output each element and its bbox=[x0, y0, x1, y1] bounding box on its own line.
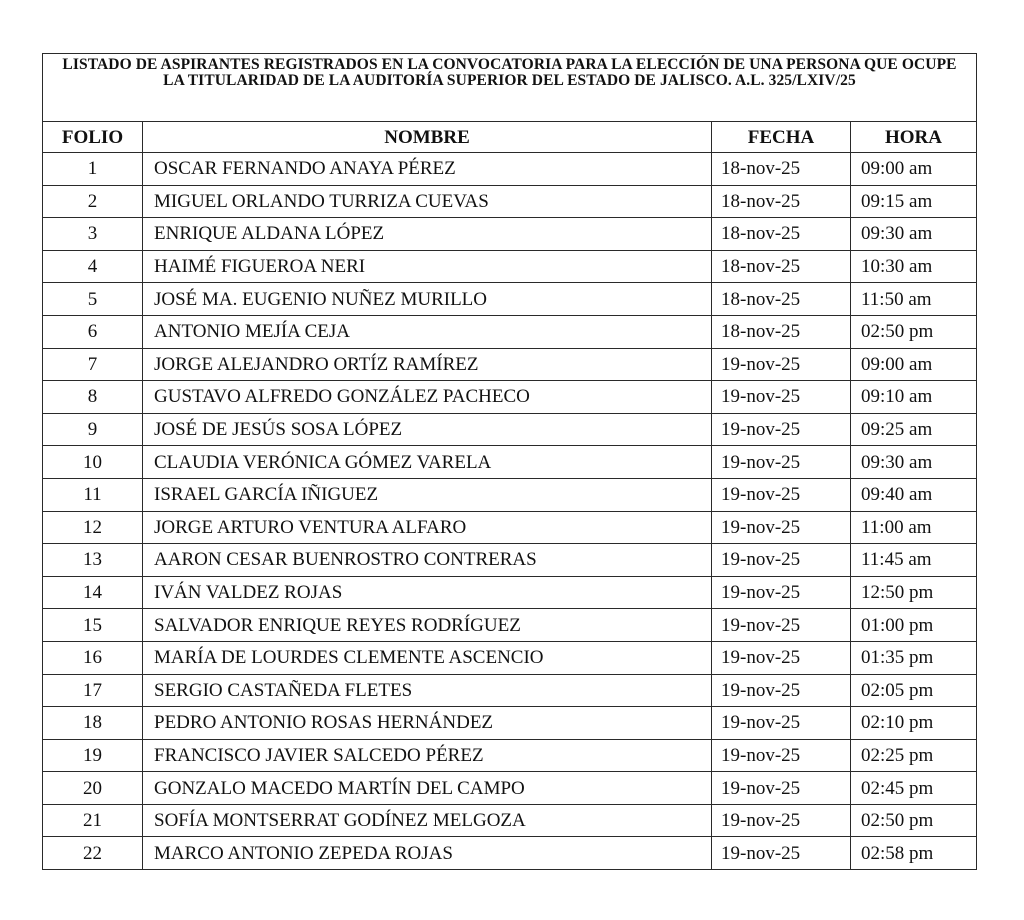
table-row bbox=[43, 511, 977, 544]
fecha-cell: 18-nov-25 bbox=[712, 283, 851, 316]
table-header-row bbox=[43, 122, 977, 153]
table-row bbox=[43, 576, 977, 609]
nombre-cell: JORGE ALEJANDRO ORTÍZ RAMÍREZ bbox=[143, 348, 712, 381]
nombre-cell: JOSÉ DE JESÚS SOSA LÓPEZ bbox=[143, 413, 712, 446]
fecha-cell: 19-nov-25 bbox=[712, 707, 851, 740]
table-row bbox=[43, 446, 977, 479]
folio-cell: 20 bbox=[43, 772, 143, 805]
folio-cell: 13 bbox=[43, 544, 143, 577]
fecha-cell: 19-nov-25 bbox=[712, 837, 851, 870]
folio-cell: 2 bbox=[43, 185, 143, 218]
folio-cell: 4 bbox=[43, 250, 143, 283]
folio-cell: 7 bbox=[43, 348, 143, 381]
nombre-cell: IVÁN VALDEZ ROJAS bbox=[143, 576, 712, 609]
folio-cell: 22 bbox=[43, 837, 143, 870]
fecha-cell: 19-nov-25 bbox=[712, 641, 851, 674]
nombre-cell: MIGUEL ORLANDO TURRIZA CUEVAS bbox=[143, 185, 712, 218]
hora-cell: 02:10 pm bbox=[851, 707, 977, 740]
table-row bbox=[43, 315, 977, 348]
table-row bbox=[43, 413, 977, 446]
fecha-cell: 19-nov-25 bbox=[712, 576, 851, 609]
fecha-cell: 19-nov-25 bbox=[712, 381, 851, 414]
fecha-cell: 19-nov-25 bbox=[712, 348, 851, 381]
folio-cell: 19 bbox=[43, 739, 143, 772]
nombre-cell: HAIMÉ FIGUEROA NERI bbox=[143, 250, 712, 283]
table-row bbox=[43, 478, 977, 511]
document-sheet bbox=[42, 53, 976, 870]
column-header-nombre: NOMBRE bbox=[143, 122, 712, 153]
table-row bbox=[43, 153, 977, 186]
nombre-cell: SALVADOR ENRIQUE REYES RODRÍGUEZ bbox=[143, 609, 712, 642]
fecha-cell: 18-nov-25 bbox=[712, 218, 851, 251]
nombre-cell: FRANCISCO JAVIER SALCEDO PÉREZ bbox=[143, 739, 712, 772]
nombre-cell: MARÍA DE LOURDES CLEMENTE ASCENCIO bbox=[143, 641, 712, 674]
table-row bbox=[43, 707, 977, 740]
hora-cell: 09:40 am bbox=[851, 478, 977, 511]
hora-cell: 09:30 am bbox=[851, 446, 977, 479]
hora-cell: 10:30 am bbox=[851, 250, 977, 283]
hora-cell: 01:00 pm bbox=[851, 609, 977, 642]
hora-cell: 01:35 pm bbox=[851, 641, 977, 674]
hora-cell: 09:00 am bbox=[851, 348, 977, 381]
nombre-cell: JORGE ARTURO VENTURA ALFARO bbox=[143, 511, 712, 544]
hora-cell: 02:45 pm bbox=[851, 772, 977, 805]
nombre-cell: OSCAR FERNANDO ANAYA PÉREZ bbox=[143, 153, 712, 186]
fecha-cell: 18-nov-25 bbox=[712, 153, 851, 186]
hora-cell: 09:00 am bbox=[851, 153, 977, 186]
table-row bbox=[43, 609, 977, 642]
table-row bbox=[43, 348, 977, 381]
folio-cell: 8 bbox=[43, 381, 143, 414]
column-header-folio: FOLIO bbox=[43, 122, 143, 153]
table-row bbox=[43, 250, 977, 283]
folio-cell: 15 bbox=[43, 609, 143, 642]
table-row bbox=[43, 218, 977, 251]
hora-cell: 11:45 am bbox=[851, 544, 977, 577]
column-header-fecha: FECHA bbox=[712, 122, 851, 153]
hora-cell: 02:05 pm bbox=[851, 674, 977, 707]
table-row bbox=[43, 641, 977, 674]
nombre-cell: PEDRO ANTONIO ROSAS HERNÁNDEZ bbox=[143, 707, 712, 740]
fecha-cell: 19-nov-25 bbox=[712, 609, 851, 642]
nombre-cell: GONZALO MACEDO MARTÍN DEL CAMPO bbox=[143, 772, 712, 805]
nombre-cell: AARON CESAR BUENROSTRO CONTRERAS bbox=[143, 544, 712, 577]
nombre-cell: ISRAEL GARCÍA IÑIGUEZ bbox=[143, 478, 712, 511]
nombre-cell: MARCO ANTONIO ZEPEDA ROJAS bbox=[143, 837, 712, 870]
table-body bbox=[43, 153, 977, 870]
nombre-cell: ENRIQUE ALDANA LÓPEZ bbox=[143, 218, 712, 251]
hora-cell: 12:50 pm bbox=[851, 576, 977, 609]
folio-cell: 18 bbox=[43, 707, 143, 740]
document-title: LISTADO DE ASPIRANTES REGISTRADOS EN LA CONVOCATORIA PARA LA ELECCIÓN DE UNA PERSONA QUE OCUPE LA TITULARIDAD DE LA AUDITORÍA SUPERIOR DEL ESTADO DE JALISCO. A.L. 325/LXIV/25 bbox=[43, 54, 977, 122]
folio-cell: 3 bbox=[43, 218, 143, 251]
hora-cell: 11:50 am bbox=[851, 283, 977, 316]
fecha-cell: 19-nov-25 bbox=[712, 674, 851, 707]
fecha-cell: 18-nov-25 bbox=[712, 315, 851, 348]
hora-cell: 09:10 am bbox=[851, 381, 977, 414]
fecha-cell: 19-nov-25 bbox=[712, 772, 851, 805]
folio-cell: 5 bbox=[43, 283, 143, 316]
table-row bbox=[43, 837, 977, 870]
hora-cell: 02:50 pm bbox=[851, 804, 977, 837]
table-row bbox=[43, 283, 977, 316]
nombre-cell: CLAUDIA VERÓNICA GÓMEZ VARELA bbox=[143, 446, 712, 479]
nombre-cell: SOFÍA MONTSERRAT GODÍNEZ MELGOZA bbox=[143, 804, 712, 837]
table-row bbox=[43, 185, 977, 218]
hora-cell: 09:25 am bbox=[851, 413, 977, 446]
folio-cell: 17 bbox=[43, 674, 143, 707]
fecha-cell: 19-nov-25 bbox=[712, 511, 851, 544]
nombre-cell: ANTONIO MEJÍA CEJA bbox=[143, 315, 712, 348]
folio-cell: 9 bbox=[43, 413, 143, 446]
folio-cell: 12 bbox=[43, 511, 143, 544]
fecha-cell: 19-nov-25 bbox=[712, 739, 851, 772]
fecha-cell: 19-nov-25 bbox=[712, 804, 851, 837]
fecha-cell: 19-nov-25 bbox=[712, 544, 851, 577]
fecha-cell: 19-nov-25 bbox=[712, 446, 851, 479]
table-row bbox=[43, 381, 977, 414]
hora-cell: 02:50 pm bbox=[851, 315, 977, 348]
nombre-cell: SERGIO CASTAÑEDA FLETES bbox=[143, 674, 712, 707]
applicants-table bbox=[42, 53, 977, 870]
fecha-cell: 18-nov-25 bbox=[712, 250, 851, 283]
folio-cell: 6 bbox=[43, 315, 143, 348]
table-row bbox=[43, 804, 977, 837]
hora-cell: 11:00 am bbox=[851, 511, 977, 544]
table-row bbox=[43, 772, 977, 805]
folio-cell: 11 bbox=[43, 478, 143, 511]
fecha-cell: 18-nov-25 bbox=[712, 185, 851, 218]
fecha-cell: 19-nov-25 bbox=[712, 478, 851, 511]
hora-cell: 02:25 pm bbox=[851, 739, 977, 772]
table-row bbox=[43, 674, 977, 707]
fecha-cell: 19-nov-25 bbox=[712, 413, 851, 446]
nombre-cell: JOSÉ MA. EUGENIO NUÑEZ MURILLO bbox=[143, 283, 712, 316]
folio-cell: 1 bbox=[43, 153, 143, 186]
hora-cell: 02:58 pm bbox=[851, 837, 977, 870]
column-header-hora: HORA bbox=[851, 122, 977, 153]
hora-cell: 09:30 am bbox=[851, 218, 977, 251]
nombre-cell: GUSTAVO ALFREDO GONZÁLEZ PACHECO bbox=[143, 381, 712, 414]
table-row bbox=[43, 739, 977, 772]
folio-cell: 21 bbox=[43, 804, 143, 837]
folio-cell: 14 bbox=[43, 576, 143, 609]
hora-cell: 09:15 am bbox=[851, 185, 977, 218]
folio-cell: 16 bbox=[43, 641, 143, 674]
folio-cell: 10 bbox=[43, 446, 143, 479]
table-row bbox=[43, 544, 977, 577]
